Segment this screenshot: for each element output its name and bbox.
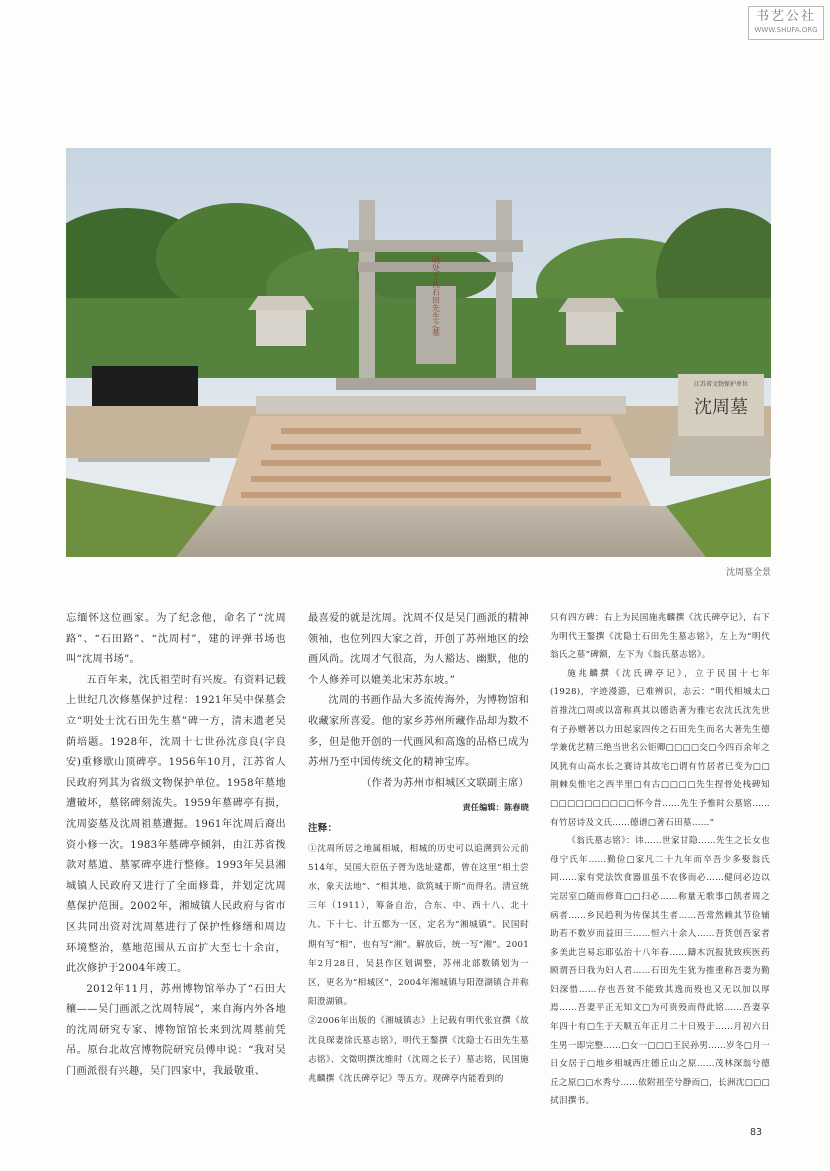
logo-url: WWW.SHUFA.ORG xyxy=(754,26,818,34)
col2-paragraph-2: 沈周的书画作品大多流传海外，为博物馆和收藏家所喜爱。他的家乡苏州所藏作品却为数不多，但是他开创的一代画风和高逸的品格已成为苏州乃至中国传统文化的精神宝库。 xyxy=(308,695,529,769)
arch-inscription: 明处士沈石田先生之墓 xyxy=(431,256,441,336)
editor-credit: 责任编辑：陈春晓 xyxy=(462,803,529,813)
col1-paragraph-3: 2012年11月，苏州博物馆举办了“石田大穰——吴门画派之沈周特展”，来自海内外各地的沈周研究专家、博物馆馆长来到沈周墓前凭吊。原台北故宫博物院研究员傅申说：“我对吴门画派很有兴趣，吴门四家中，我最敬重、 xyxy=(66,983,286,1078)
sign-header: 江苏省文物保护单位 xyxy=(693,381,749,388)
note-1: ①沈周所居之地属相城，相城的历史可以追溯到公元前514年，吴国大臣伍子胥为选址建都，曾在这里“相土尝水，象天法地”、“相其地、欲筑城于斯”而得名。清宣统三年（1911），筹备自治，合东、中、西十八、北十九、下十七、计五都为一区，定名为“湘城镇”。民国时期有写“相”，也有写“湘”。解放后，统一写“湘”。2001年2月28日，吴县作区划调整，苏州北部数镇划为一区，更名为“相城区”，2004年湘城镇与阳澄湖镇合并称阳澄湖镇。 xyxy=(308,843,529,1008)
logo-text: 书艺公社 xyxy=(755,9,816,24)
author-note: （作者为苏州市相城区文联副主席） xyxy=(361,777,529,789)
site-logo xyxy=(748,6,824,40)
col1-paragraph-1: 忘缅怀这位画家。为了纪念他，命名了“沈周路”、“石田路”、“沈周村”，建的评弹书场也叫“沈周书场”。 xyxy=(66,613,286,666)
photo-caption: 沈周墓全景 xyxy=(725,568,771,578)
page-number: 83 xyxy=(750,1127,763,1138)
col2-paragraph-1: 最喜爱的就是沈周。沈周不仅是吴门画派的精神领袖，也位列四大家之首，开创了苏州地区的绘画风尚。沈周才气很高，为人豁达、幽默，他的个人修养可以媲美北宋苏东坡。” xyxy=(308,613,529,686)
column-1 xyxy=(66,609,286,1083)
notes xyxy=(308,840,529,1090)
note-2: ②2006年出版的《湘城镇志》上记载有明代张宜撰《故沈良琛妻徐氏墓志铭》，明代王鏊撰《沈隐士石田先生墓志铭》、文徵明撰沈维时（沈周之长子）墓志铭，民国施兆麟撰《沈氏碑亭记》等五方。现碑亭内能看到的 xyxy=(308,1016,529,1084)
col3-paragraph-1: 只有四方碑：右上为民国施兆麟撰《沈氏碑亭记》，右下为明代王鏊撰《沈隐士石田先生墓志铭》，左上为“明代翁氏之墓”碑额，左下为《翁氏墓志铭》。 xyxy=(550,613,770,661)
notes-title: 注释： xyxy=(308,822,338,834)
column-3 xyxy=(550,609,770,1111)
tomb-photo xyxy=(66,148,771,557)
sign-title: 沈周墓 xyxy=(694,397,748,418)
col3-paragraph-2: 施兆麟撰《沈氏碑亭记》，立于民国十七年(1928)，字迹漫漶，已难辨识，志云：“明代相城太□首推沈□周或以富称真其以德诰著为雅宅农沈氏沈先世有子孙赠著以力田起家四传之石田先生而名大著先生德学兼优艺精三绝当世名公钜卿□□□□交□今四百余年之风犹有山高水长之赛诗其故宅□谓有竹居者已变为□□荆棘矣惟宅之西半里□有古□□□□先生捏骨处栈碑知□□□□□□□□□□怀今昔……先生予惟时公墓铭……有竹居诗及文氏……德谱□著石田墓……” xyxy=(550,668,770,828)
column-2 xyxy=(308,609,529,1089)
col3-paragraph-3: 《翁氏墓志铭》：讳……世家甘隐……先生之长女也母宁氏年……勤俭□家凡二十九年而卒吾少多娶翁氏同……家有党法饮食器皿虽不农侈而必……健问必边以完居室□随而修葺□□扫必……称量无歌事□凯者周之病者……乡民趋利为传保其生者……吾常然赖其节俭辅助若不数岁而益田三……恒六十余人……吾货创吾家者多美此岂易忘耶弘治十八年春……鑄木沉报犹致疾医药顾谓吾曰我为妇人君……石田先生犹为推重称吾妻为勤妇深惜……存也吾贫不能致其逸而殁也又无以加以厚焉……吾妻平正无知文□为可贵殁而得此铭……吾妻享年四十有□生于天顺五年正月二十日殁于……月初六日生男一即完整……□女一□□□王民孙男……岁冬□月一日女居于□地乡相城西庄德丘山之原……茂林深翁兮德丘之原□□水秀兮……依附祖茔兮静而□，长洲沈□□□拭泪撰书。 xyxy=(550,836,770,1107)
col1-paragraph-2: 五百年来，沈氏祖茔时有兴废。有资料记载上世纪几次修墓保护过程：1921年吴中保墓会立“明处士沈石田先生墓”碑一方，清末遗老吴荫培题。1928年，沈周十七世孙沈彦良(字良安)重修歇山顶碑亭。1956年10月，江苏省人民政府列其为省级文物保护单位。1958年墓地遭破坏，墓铭碑刻流失。1959年墓碑亭有损，沈周姿墓及沈周祖墓遭掘。1961年沈周后裔出资小修一次。1983年墓碑亭倾斜，由江苏省拨款对墓道、墓冢碑亭进行整修。1993年吴县湘城镇人民政府又进行了全面修葺，并划定沈周墓保护范围。2002年，湘城镇人民政府与省市区共同出资对沈周墓进行了保护性修缮和周边环境整治，墓地范围从五亩扩大至七十余亩，此次修护于2004年竣工。 xyxy=(66,674,286,975)
